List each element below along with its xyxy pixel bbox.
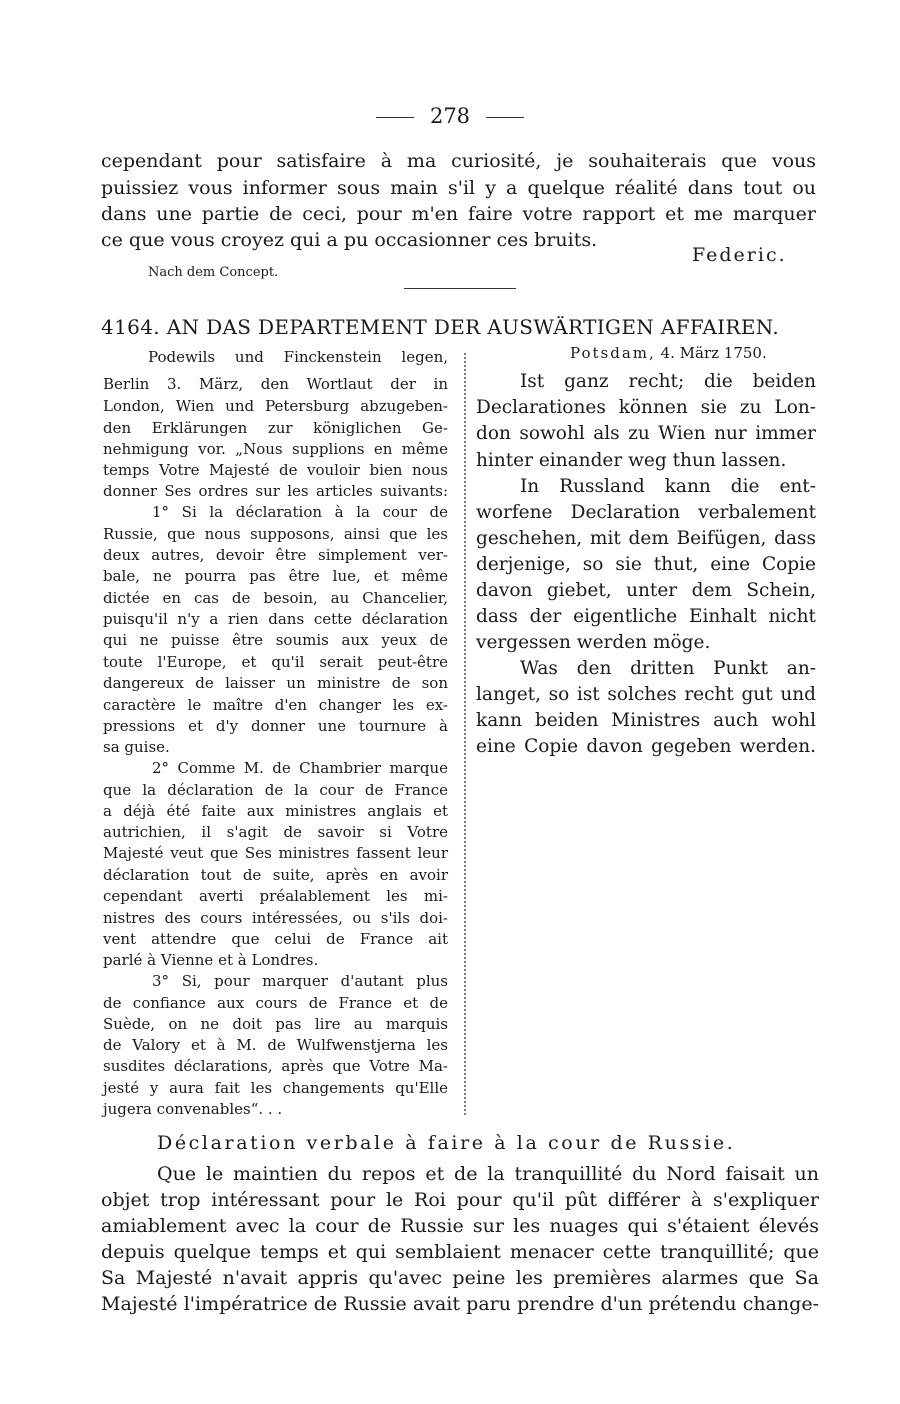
left-column-line: autrichien, il s'agit de savoir si Votre xyxy=(103,823,448,841)
left-column-line: Suède, on ne doit pas lire au marquis xyxy=(103,1015,448,1033)
page-number xyxy=(0,104,900,128)
column-divider xyxy=(464,353,466,1115)
left-column-line: bale, ne pourra pas être lue, et même xyxy=(103,567,448,585)
left-column-line: cependant averti préalablement les mi- xyxy=(103,887,448,905)
text-line: cependant pour satisfaire à ma curiosité, je souhaiterais que vous xyxy=(101,150,816,172)
left-column-line: sa guise. xyxy=(103,738,170,756)
text-line: depuis quelque temps et qui semblaient menacer cette tranquillité; que xyxy=(101,1241,819,1263)
left-column-line: de confiance aux cours de France et de xyxy=(103,994,448,1012)
date-rest: 4. März 1750. xyxy=(660,344,767,362)
page-number-dash-left xyxy=(376,117,414,118)
date-line xyxy=(570,344,767,362)
text-line: amiablement avec la cour de Russie sur les nuages qui s'étaient élevés xyxy=(101,1215,819,1237)
left-column-line: Majesté veut que Ses ministres fassent leur xyxy=(103,844,448,862)
left-column-line: déclaration tout de suite, après en avoir xyxy=(103,866,448,884)
left-column-line: dangereux de laisser un ministre de son xyxy=(103,674,448,692)
left-column-line: de Valory et à M. de Wulfwenstjerna les xyxy=(103,1036,448,1054)
section-title: Déclaration verbale à faire à la cour de Russie. xyxy=(157,1132,736,1154)
source-note: Nach dem Concept. xyxy=(148,265,279,280)
text-line: Sa Majesté n'avait appris qu'avec peine les premières alarmes que Sa xyxy=(101,1267,819,1289)
left-column-line: nehmigung vor. „Nous supplions en même xyxy=(103,440,448,458)
text-line: Que le maintien du repos et de la tranquillité du Nord faisait un xyxy=(157,1163,819,1185)
text-line: objet trop intéressant pour le Roi pour qu'il pût différer à s'expliquer xyxy=(101,1189,819,1211)
left-column-line: 3° Si, pour marquer d'autant plus xyxy=(152,972,448,990)
right-column-line: worfene Declaration verbalement xyxy=(476,502,816,523)
left-column-line: 2° Comme M. de Chambrier marque xyxy=(152,759,448,777)
left-column-line: jugera convenables“. . . xyxy=(103,1100,283,1118)
right-column-line: dass der eigentliche Einhalt nicht xyxy=(476,606,816,627)
left-column-line: nistres des cours intéressées, ou s'ils doi- xyxy=(103,909,448,927)
left-column-line: pressions et d'y donner une tournure à xyxy=(103,717,448,735)
left-column-line: donner Ses ordres sur les articles suivants: xyxy=(103,482,448,500)
left-column-line: temps Votre Majesté de vouloir bien nous xyxy=(103,461,448,479)
left-column-line: Russie, que nous supposons, ainsi que les xyxy=(103,525,448,543)
left-column-line: puisqu'il n'y a rien dans cette déclaration xyxy=(103,610,448,628)
left-column-line: vent attendre que celui de France ait xyxy=(103,930,448,948)
left-column-line: dictée en cas de besoin, au Chancelier, xyxy=(103,589,448,607)
left-column-line: Podewils und Finckenstein legen, xyxy=(148,348,448,366)
right-column-line: don sowohl als zu Wien nur immer xyxy=(476,423,816,444)
text-line: Majesté l'impératrice de Russie avait paru prendre d'un prétendu change- xyxy=(101,1293,819,1315)
document-header: 4164. AN DAS DEPARTEMENT DER AUSWÄRTIGEN AFFAIREN. xyxy=(101,315,780,339)
right-column-line: davon giebet, unter dem Schein, xyxy=(476,580,816,601)
right-column-line: kann beiden Ministres auch wohl xyxy=(476,710,816,731)
text-line: dans une partie de ceci, pour m'en faire votre rapport et me marquer xyxy=(101,203,816,225)
right-column-line: Was den dritten Punkt an- xyxy=(520,658,816,679)
left-column-line: caractère le maître d'en changer les ex- xyxy=(103,696,448,714)
right-column-line: eine Copie davon gegeben werden. xyxy=(476,736,816,757)
page-number-text: 278 xyxy=(429,104,471,128)
right-column-line: langet, so ist solches recht gut und xyxy=(476,684,816,705)
right-column-line: geschehen, mit dem Beifügen, dass xyxy=(476,528,816,549)
left-column-line: susdites déclarations, après que Votre Ma- xyxy=(103,1057,448,1075)
right-column-line: vergessen werden möge. xyxy=(476,632,711,653)
left-column-line: toute l'Europe, et qu'il serait peut-être xyxy=(103,653,448,671)
text-line: puissiez vous informer sous main s'il y a quelque réalité dans tout ou xyxy=(101,177,816,199)
left-column-line: den Erklärungen zur königlichen Ge- xyxy=(103,419,448,437)
page-number-dash-right xyxy=(486,117,524,118)
right-column-line: In Russland kann die ent- xyxy=(520,476,816,497)
left-column-line: parlé à Vienne et à Londres. xyxy=(103,951,319,969)
left-column-line: qui ne puisse être soumis aux yeux de xyxy=(103,631,448,649)
text-line: ce que vous croyez qui a pu occasionner ces bruits. xyxy=(101,229,598,251)
right-column-line: Ist ganz recht; die beiden xyxy=(520,371,816,392)
left-column-line: London, Wien und Petersburg abzugeben- xyxy=(103,397,448,415)
right-column-line: derjenige, so sie thut, eine Copie xyxy=(476,554,816,575)
separator-rule xyxy=(404,288,516,289)
right-column-line: Declarationes können sie zu Lon- xyxy=(476,397,816,418)
left-column-line: a déjà été faite aux ministres anglais et xyxy=(103,802,448,820)
left-column-line: deux autres, devoir être simplement ver- xyxy=(103,546,448,564)
left-column-line: 1° Si la déclaration à la cour de xyxy=(152,503,448,521)
left-column-line: jesté y aura fait les changements qu'Elle xyxy=(103,1079,448,1097)
left-column-line: que la déclaration de la cour de France xyxy=(103,781,448,799)
right-column-line: hinter einander weg thun lassen. xyxy=(476,450,787,471)
left-column-line: Berlin 3. März, den Wortlaut der in xyxy=(103,375,448,393)
signature: Federic. xyxy=(692,244,787,266)
date-place: Potsdam, xyxy=(570,344,656,362)
